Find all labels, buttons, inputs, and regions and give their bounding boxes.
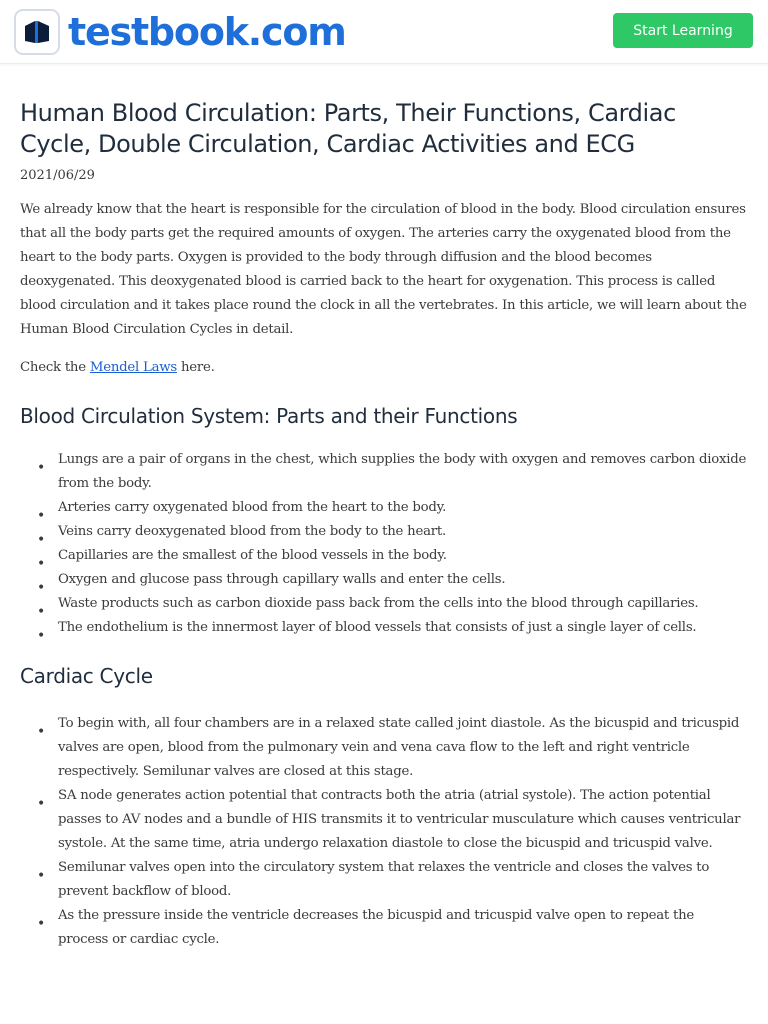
bullet-icon: • <box>37 724 46 740</box>
list-item-text: As the pressure inside the ventricle decreases the bicuspid and tricuspid valve open to repeat the process or cardiac cycle. <box>58 908 695 947</box>
bullet-icon: • <box>37 604 46 620</box>
bullet-icon: • <box>37 628 46 644</box>
testbook-logo-icon <box>14 9 60 55</box>
article <box>0 98 768 952</box>
section-heading-cardiac-cycle: Cardiac Cycle <box>20 664 153 688</box>
list-item-text: Oxygen and glucose pass through capillary walls and enter the cells. <box>58 572 506 587</box>
list-item <box>20 520 748 548</box>
list-item <box>20 712 748 784</box>
bullet-icon: • <box>37 532 46 548</box>
start-learning-button[interactable]: Start Learning <box>613 13 753 48</box>
intro-paragraph: We already know that the heart is responsible for the circulation of blood in the body. Blood circulation ensures that all the body parts get the required amounts of oxygen. The arteries carry the oxygenated blood from the heart to the body parts. Oxygen is provided to the body through diffusion and the blood becomes deoxygenated. This deoxygenated blood is carried back to the heart for oxygenation. This process is called blood circulation and it takes place round the clock in all the vertebrates. In this article, we will learn about the Human Blood Circulation Cycles in detail. <box>20 202 747 337</box>
bullet-icon: • <box>37 508 46 524</box>
bullet-icon: • <box>37 556 46 572</box>
parts-list <box>20 448 748 644</box>
list-item <box>20 496 748 524</box>
site-header <box>0 0 768 64</box>
list-item-text: Capillaries are the smallest of the blood vessels in the body. <box>58 548 447 563</box>
list-item-text: SA node generates action potential that contracts both the atria (atrial systole). The action potential passes to AV nodes and a bundle of HIS transmits it to ventricular musculature which causes ventricular systole. At the same time, atria undergo relaxation diastole to close the bicuspid and tricuspid valve. <box>58 788 741 851</box>
bullet-icon: • <box>37 916 46 932</box>
cardiac-cycle-list <box>20 712 748 952</box>
list-item-text: The endothelium is the innermost layer of blood vessels that consists of just a single layer of cells. <box>58 620 697 635</box>
list-item <box>20 616 748 644</box>
list-item <box>20 592 748 620</box>
bullet-icon: • <box>37 460 46 476</box>
check-suffix: here. <box>176 360 215 375</box>
list-item <box>20 904 748 952</box>
list-item <box>20 784 748 856</box>
page-title: Human Blood Circulation: Parts, Their Functions, Cardiac Cycle, Double Circulation, Cardiac Activities and ECG <box>20 99 676 158</box>
list-item-text: Veins carry deoxygenated blood from the body to the heart. <box>58 524 446 539</box>
list-item-text: To begin with, all four chambers are in a relaxed state called joint diastole. As the bicuspid and tricuspid valves are open, blood from the pulmonary vein and vena cava flow to the left and right ventricle respectively. Semilunar valves are closed at this stage. <box>58 716 740 779</box>
list-item-text: Waste products such as carbon dioxide pass back from the cells into the blood through capillaries. <box>58 596 699 611</box>
list-item-text: Semilunar valves open into the circulatory system that relaxes the ventricle and closes the valves to prevent backflow of blood. <box>58 860 710 899</box>
check-paragraph <box>20 356 748 380</box>
check-prefix: Check the <box>20 360 90 375</box>
list-item <box>20 544 748 572</box>
publish-date: 2021/06/29 <box>20 168 95 183</box>
bullet-icon: • <box>37 580 46 596</box>
section-heading-parts: Blood Circulation System: Parts and their Functions <box>20 404 518 428</box>
list-item <box>20 568 748 596</box>
list-item-text: Arteries carry oxygenated blood from the heart to the body. <box>58 500 447 515</box>
list-item <box>20 856 748 904</box>
bullet-icon: • <box>37 868 46 884</box>
list-item <box>20 448 748 496</box>
list-item-text: Lungs are a pair of organs in the chest, which supplies the body with oxygen and removes carbon dioxide from the body. <box>58 452 747 491</box>
brand-logo[interactable] <box>14 9 346 55</box>
mendel-laws-link[interactable]: Mendel Laws <box>89 360 177 375</box>
bullet-icon: • <box>37 796 46 812</box>
logo-wordmark: testbook.com <box>68 9 346 54</box>
